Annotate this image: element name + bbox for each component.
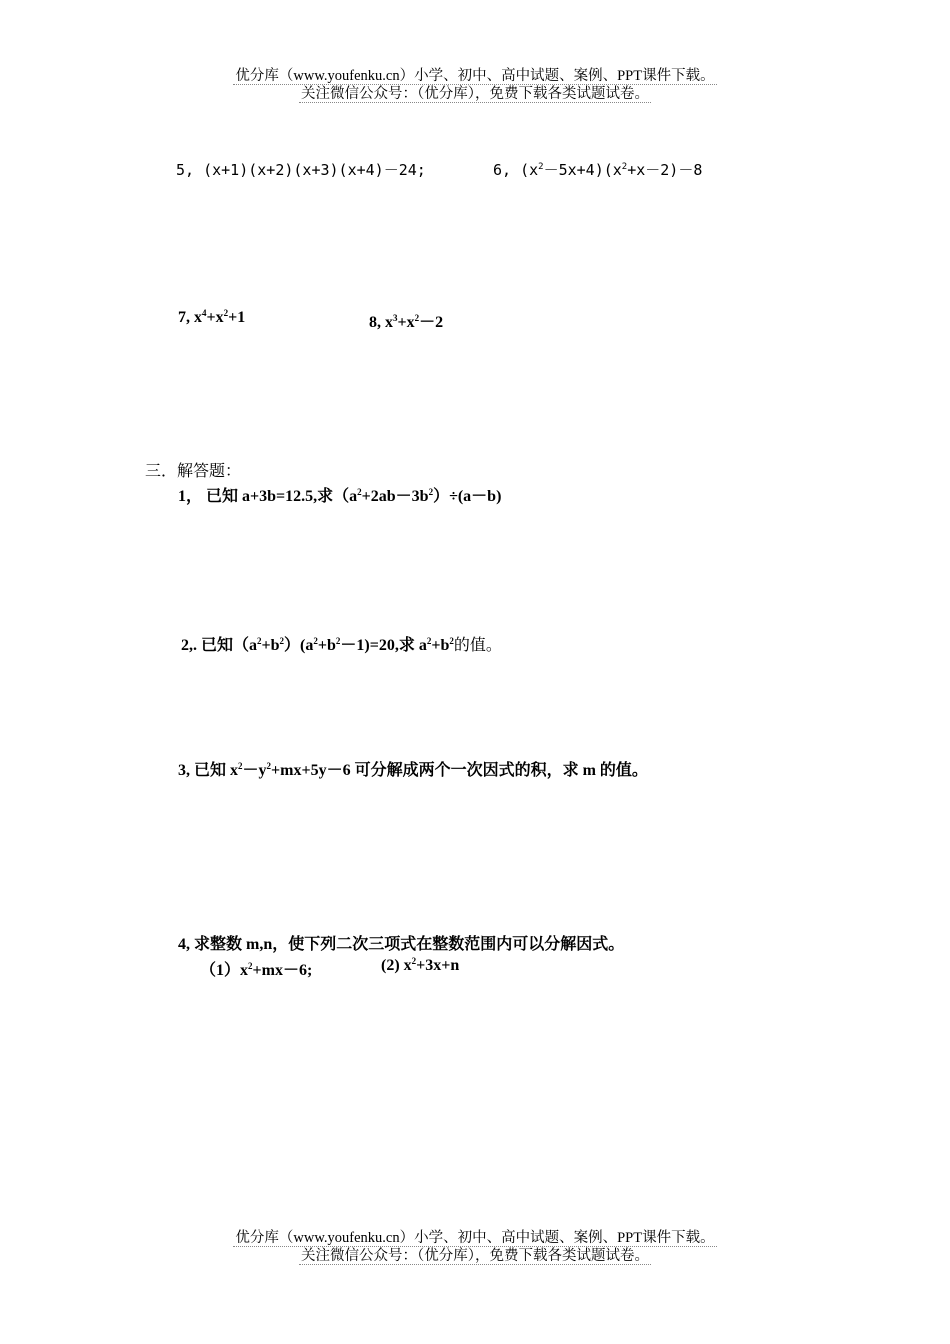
problem-6: 6, $(x^2-5x+4)(x^2+x-2)-8$ [493,161,703,179]
problem-8: 8, $x^3+x^2-2$ [369,313,444,331]
footer-line-1: 优分库（www.youfenku.cn）小学、初中、高中试题、案例、PPT课件下载。 [235,1230,715,1246]
page-footer [0,1229,950,1265]
question-4-part-2: (2) $x^2+3x+n$ [381,956,460,974]
question-3: 3, 已知 $x^2-y^2+mx+5y-6$ 可分解成两个一次因式的积，求 m 的值。 [178,761,648,779]
section-3-title: 三．解答题： [145,463,242,480]
footer-line-2: 关注微信公众号：（优分库），免费下载各类试题试卷。 [301,1248,649,1264]
question-2: 2,. 已知$(a^2+b^2)(a^2+b^2-1)=20$,求 $a^2+b^2$的值。 [181,636,502,654]
problem-7: 7, $x^4+x^2+1$ [178,308,246,326]
question-4-part-1: $(1)x^2+mx-6$; [200,961,313,979]
page-header [0,67,950,103]
question-1: 1， 已知 a+3b=12.5,求$(a^2+2ab-3b^2)\div(a-b)$ [178,487,502,505]
header-line-1: 优分库（www.youfenku.cn）小学、初中、高中试题、案例、PPT课件下载。 [235,68,715,84]
header-line-2: 关注微信公众号：（优分库），免费下载各类试题试卷。 [301,86,649,102]
problem-5: 5, (x+1)(x+2)(x+3)(x+4)－24; [176,161,426,179]
question-4: 4, 求整数 m,n，使下列二次三项式在整数范围内可以分解因式。 [178,936,625,953]
